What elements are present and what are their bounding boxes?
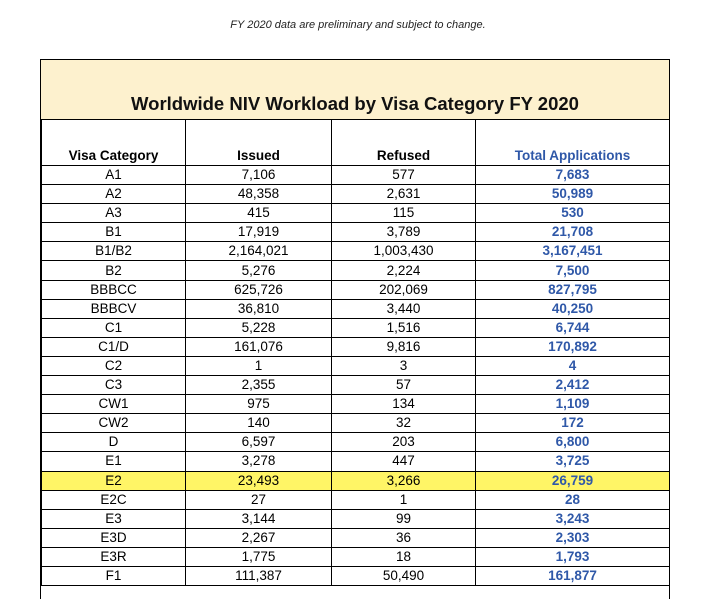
- refused-cell: 9,816: [332, 337, 476, 356]
- issued-cell: 23,493: [186, 471, 332, 490]
- visa-category-cell: C1: [42, 318, 186, 337]
- issued-cell: 5,276: [186, 261, 332, 280]
- table-row: [42, 490, 670, 509]
- refused-cell: 134: [332, 395, 476, 414]
- issued-cell: 415: [186, 204, 332, 223]
- visa-category-cell: C2: [42, 356, 186, 375]
- refused-cell: 32: [332, 414, 476, 433]
- total-applications-cell: 6,744: [476, 318, 670, 337]
- title-band: [41, 60, 669, 120]
- page-title: Worldwide NIV Workload by Visa Category FY 2020: [131, 93, 579, 114]
- visa-category-cell: E3D: [42, 528, 186, 547]
- refused-cell: 36: [332, 528, 476, 547]
- column-header-row: [42, 147, 670, 166]
- table-row: [42, 261, 670, 280]
- table-row: [42, 547, 670, 566]
- total-applications-cell: 2,303: [476, 528, 670, 547]
- issued-cell: 2,164,021: [186, 242, 332, 261]
- issued-cell: 1: [186, 356, 332, 375]
- visa-category-cell: E3: [42, 509, 186, 528]
- table-row: [42, 337, 670, 356]
- header-total-applications: Total Applications: [476, 147, 670, 166]
- visa-workload-table: [41, 119, 670, 586]
- preliminary-data-note: FY 2020 data are preliminary and subject to change.: [230, 19, 486, 31]
- total-applications-cell: 21,708: [476, 223, 670, 242]
- visa-category-cell: A3: [42, 204, 186, 223]
- table-row: [42, 185, 670, 204]
- table-row: [42, 223, 670, 242]
- visa-category-cell: BBBCV: [42, 299, 186, 318]
- header-refused: Refused: [332, 147, 476, 166]
- total-applications-cell: 530: [476, 204, 670, 223]
- total-applications-cell: 2,412: [476, 376, 670, 395]
- table-row: [42, 242, 670, 261]
- table-row: [42, 395, 670, 414]
- refused-cell: 1,003,430: [332, 242, 476, 261]
- header-issued: Issued: [186, 147, 332, 166]
- table-row: [42, 166, 670, 185]
- visa-category-cell: C3: [42, 376, 186, 395]
- refused-cell: 447: [332, 452, 476, 471]
- refused-cell: 3,440: [332, 299, 476, 318]
- table-row: [42, 318, 670, 337]
- visa-category-cell: B1/B2: [42, 242, 186, 261]
- total-applications-cell: 3,725: [476, 452, 670, 471]
- table-row: [42, 414, 670, 433]
- total-applications-cell: 161,877: [476, 566, 670, 585]
- issued-cell: 111,387: [186, 566, 332, 585]
- table-row: [42, 471, 670, 490]
- table-row: [42, 204, 670, 223]
- table-row: [42, 433, 670, 452]
- refused-cell: 99: [332, 509, 476, 528]
- spacer-cell: [42, 120, 186, 148]
- refused-cell: 203: [332, 433, 476, 452]
- refused-cell: 1: [332, 490, 476, 509]
- issued-cell: 975: [186, 395, 332, 414]
- issued-cell: 3,144: [186, 509, 332, 528]
- issued-cell: 161,076: [186, 337, 332, 356]
- visa-category-cell: E3R: [42, 547, 186, 566]
- refused-cell: 115: [332, 204, 476, 223]
- total-applications-cell: 1,793: [476, 547, 670, 566]
- refused-cell: 577: [332, 166, 476, 185]
- table-body: [42, 166, 670, 586]
- table-row: [42, 452, 670, 471]
- table-row: [42, 280, 670, 299]
- total-applications-cell: 6,800: [476, 433, 670, 452]
- refused-cell: 1,516: [332, 318, 476, 337]
- total-applications-cell: 50,989: [476, 185, 670, 204]
- spacer-cell: [186, 120, 332, 148]
- spacer-cell: [332, 120, 476, 148]
- refused-cell: 3,266: [332, 471, 476, 490]
- visa-category-cell: A2: [42, 185, 186, 204]
- table-row: [42, 566, 670, 585]
- total-applications-cell: 827,795: [476, 280, 670, 299]
- refused-cell: 18: [332, 547, 476, 566]
- issued-cell: 3,278: [186, 452, 332, 471]
- issued-cell: 1,775: [186, 547, 332, 566]
- refused-cell: 57: [332, 376, 476, 395]
- issued-cell: 140: [186, 414, 332, 433]
- visa-category-cell: BBBCC: [42, 280, 186, 299]
- issued-cell: 2,267: [186, 528, 332, 547]
- visa-category-cell: D: [42, 433, 186, 452]
- refused-cell: 2,631: [332, 185, 476, 204]
- issued-cell: 6,597: [186, 433, 332, 452]
- table-row: [42, 528, 670, 547]
- issued-cell: 17,919: [186, 223, 332, 242]
- refused-cell: 3: [332, 356, 476, 375]
- refused-cell: 50,490: [332, 566, 476, 585]
- issued-cell: 5,228: [186, 318, 332, 337]
- visa-category-cell: B2: [42, 261, 186, 280]
- visa-category-cell: A1: [42, 166, 186, 185]
- total-applications-cell: 170,892: [476, 337, 670, 356]
- visa-category-cell: E1: [42, 452, 186, 471]
- refused-cell: 202,069: [332, 280, 476, 299]
- total-applications-cell: 26,759: [476, 471, 670, 490]
- issued-cell: 2,355: [186, 376, 332, 395]
- visa-category-cell: CW2: [42, 414, 186, 433]
- table-row: [42, 299, 670, 318]
- issued-cell: 27: [186, 490, 332, 509]
- total-applications-cell: 3,243: [476, 509, 670, 528]
- issued-cell: 48,358: [186, 185, 332, 204]
- visa-category-cell: F1: [42, 566, 186, 585]
- total-applications-cell: 28: [476, 490, 670, 509]
- table-row: [42, 509, 670, 528]
- total-applications-cell: 4: [476, 356, 670, 375]
- total-applications-cell: 172: [476, 414, 670, 433]
- header-spacer-row: [42, 120, 670, 148]
- table-row: [42, 376, 670, 395]
- issued-cell: 36,810: [186, 299, 332, 318]
- total-applications-cell: 7,683: [476, 166, 670, 185]
- visa-category-cell: E2: [42, 471, 186, 490]
- workload-document: [40, 59, 670, 599]
- issued-cell: 7,106: [186, 166, 332, 185]
- visa-category-cell: CW1: [42, 395, 186, 414]
- total-applications-cell: 40,250: [476, 299, 670, 318]
- refused-cell: 2,224: [332, 261, 476, 280]
- total-applications-cell: 1,109: [476, 395, 670, 414]
- visa-category-cell: E2C: [42, 490, 186, 509]
- table-row: [42, 356, 670, 375]
- total-applications-cell: 3,167,451: [476, 242, 670, 261]
- refused-cell: 3,789: [332, 223, 476, 242]
- header-visa-category: Visa Category: [42, 147, 186, 166]
- spacer-cell: [476, 120, 670, 148]
- visa-category-cell: C1/D: [42, 337, 186, 356]
- issued-cell: 625,726: [186, 280, 332, 299]
- visa-category-cell: B1: [42, 223, 186, 242]
- total-applications-cell: 7,500: [476, 261, 670, 280]
